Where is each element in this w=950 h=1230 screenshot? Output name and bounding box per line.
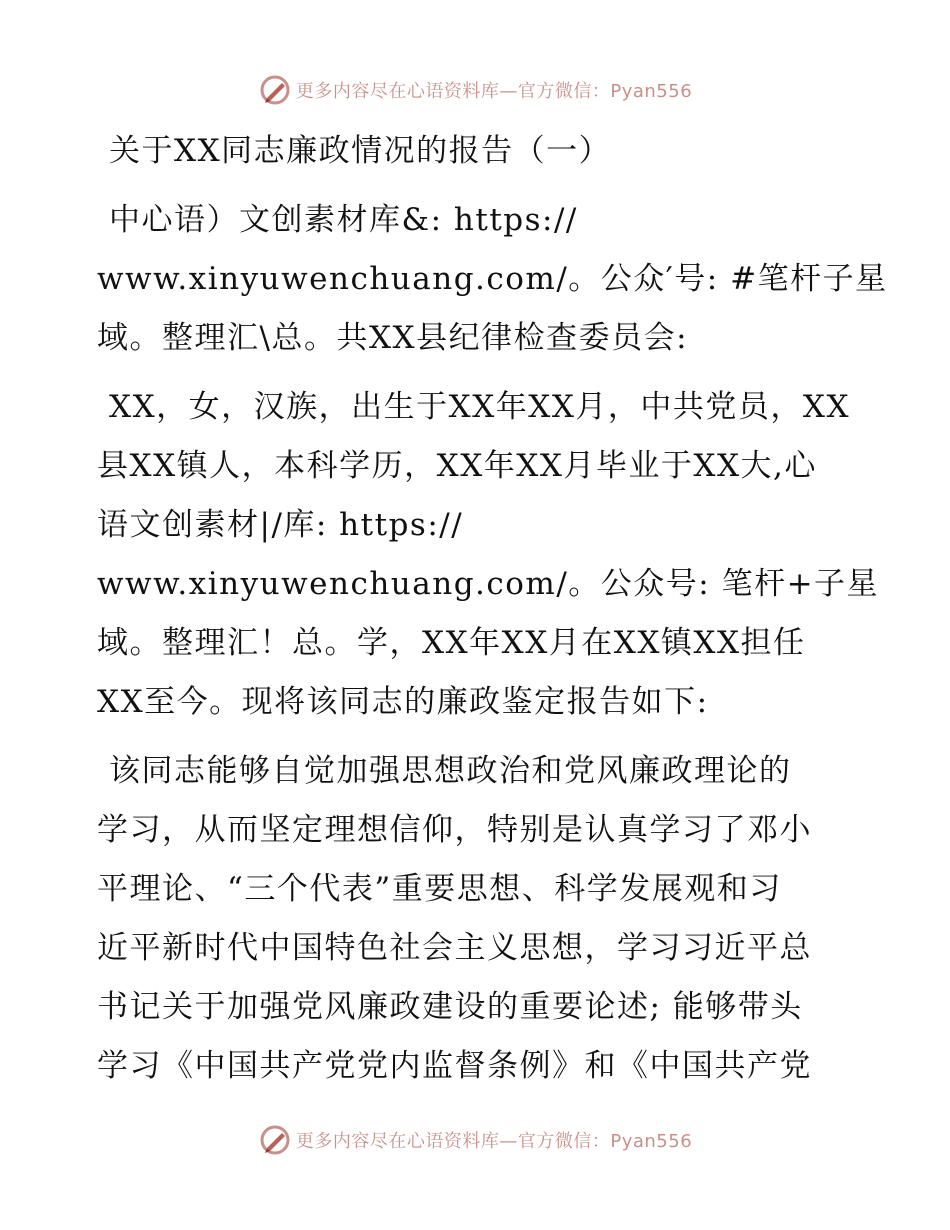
paragraph-line: 该同志能够自觉加强思想政治和党风廉政理论的 (109, 753, 792, 789)
pen-logo-icon (258, 73, 292, 107)
paragraph-line: 域。整理汇\总。共XX县纪律检查委员会: (97, 320, 689, 356)
paragraph-line: 平理论、“三个代表”重要思想、科学发展观和习 (97, 871, 782, 907)
header-banner-text: 更多内容尽在心语资料库—官方微信：Pyan556 (295, 81, 693, 102)
paragraph-line: 县XX镇人，本科学历，XX年XX月毕业于XX大,心 (97, 448, 817, 484)
paragraph-line: 中心语）文创素材库&: https:// (109, 202, 578, 238)
paragraph-line: www.xinyuwenchuang.com/。公众′号: #笔杆子星 (97, 261, 888, 297)
paragraph-line: www.xinyuwenchuang.com/。公众号: 笔杆+子星 (97, 566, 880, 602)
paragraph-line: 书记关于加强党风廉政建设的重要论述; 能够带头 (97, 989, 803, 1025)
paragraph-line: XX，女，汉族，出生于XX年XX月，中共党员，XX (109, 389, 851, 425)
paragraph-line: 域。整理汇！总。学，XX年XX月在XX镇XX担任 (97, 625, 806, 661)
document-body (97, 122, 888, 1096)
paragraph-line: XX至今。现将该同志的廉政鉴定报告如下: (97, 684, 709, 720)
pen-logo-icon (258, 1123, 292, 1157)
paragraph-line: 语文创素材|/库: https:// (97, 507, 464, 543)
footer-banner (0, 1120, 950, 1160)
paragraph-line: 近平新时代中国特色社会主义思想，学习习近平总 (97, 930, 812, 966)
header-banner (0, 70, 950, 110)
paragraph-line: 学习《中国共产党党内监督条例》和《中国共产党 (97, 1048, 812, 1084)
paragraph-line: 学习，从而坚定理想信仰，特别是认真学习了邓小 (97, 812, 812, 848)
document-title: 关于XX同志廉政情况的报告（一） (109, 133, 612, 169)
footer-banner-text: 更多内容尽在心语资料库—官方微信：Pyan556 (295, 1131, 693, 1152)
